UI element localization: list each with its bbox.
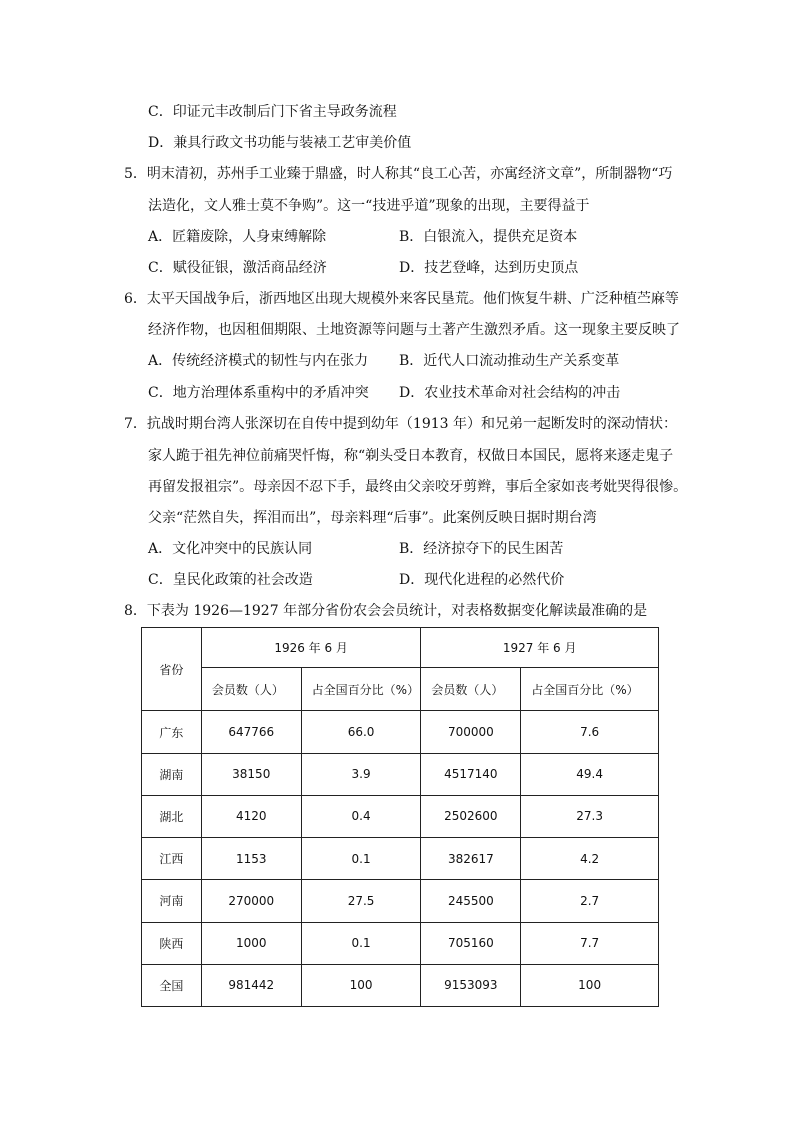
cell-percent-1927: 2.7 [521, 880, 659, 922]
header-members-1927: 会员数（人） [421, 668, 521, 711]
q7-stem-line-1: 7．抗战时期台湾人张深切在自传中提到幼年（1913 年）和兄弟一起断发时的深动情状： [124, 416, 677, 432]
header-year-1927: 1927 年 6 月 [421, 628, 659, 668]
cell-members-1927: 700000 [421, 711, 521, 753]
header-percent-1927: 占全国百分比（%） [521, 668, 659, 711]
table-row [142, 753, 659, 795]
cell-percent-1927: 7.6 [521, 711, 659, 753]
cell-percent-1927: 100 [521, 964, 659, 1006]
q7-option-c: C．皇民化政策的社会改造 [148, 572, 313, 588]
q7-option-a: A．文化冲突中的民族认同 [148, 541, 313, 557]
q6-stem-line-1: 6．太平天国战争后，浙西地区出现大规模外来客民垦荒。他们恢复牛耕、广泛种植苎麻等 [124, 291, 679, 307]
header-province: 省份 [142, 628, 202, 711]
cell-members-1927: 245500 [421, 880, 521, 922]
cell-percent-1926: 27.5 [301, 880, 421, 922]
cell-percent-1926: 0.1 [301, 922, 421, 964]
header-year-1926: 1926 年 6 月 [201, 628, 421, 668]
q5-option-a: A．匠籍废除，人身束缚解除 [148, 229, 327, 245]
cell-percent-1926: 3.9 [301, 753, 421, 795]
table-row [142, 880, 659, 922]
header-members-1926: 会员数（人） [201, 668, 301, 711]
q6-stem-line-2: 经济作物，也因租佃期限、土地资源等问题与土著产生激烈矛盾。这一现象主要反映了 [148, 322, 680, 338]
cell-province: 湖北 [142, 795, 202, 837]
cell-members-1926: 981442 [201, 964, 301, 1006]
q7-stem-line-2: 家人跪于祖先神位前痛哭忏悔，称“剃头受日本教育，权做日本国民，愿将来逐走鬼子 [148, 448, 674, 464]
q4-option-c: C．印证元丰改制后门下省主导政务流程 [148, 104, 397, 120]
q7-stem-line-4: 父亲“茫然自失，挥泪而出”，母亲料理“后事”。此案例反映日据时期台湾 [148, 510, 597, 526]
cell-percent-1926: 0.1 [301, 838, 421, 880]
cell-members-1926: 1000 [201, 922, 301, 964]
table-row [142, 964, 659, 1006]
q5-stem-line-2: 法造化，文人雅士莫不争购”。这一“技进乎道”现象的出现，主要得益于 [148, 198, 590, 214]
cell-members-1927: 705160 [421, 922, 521, 964]
cell-members-1926: 1153 [201, 838, 301, 880]
cell-province: 江西 [142, 838, 202, 880]
cell-province: 陕西 [142, 922, 202, 964]
membership-table [141, 627, 659, 1007]
cell-province: 河南 [142, 880, 202, 922]
cell-members-1927: 9153093 [421, 964, 521, 1006]
q4-option-d: D．兼具行政文书功能与装裱工艺审美价值 [148, 135, 412, 151]
cell-members-1927: 2502600 [421, 795, 521, 837]
cell-percent-1927: 27.3 [521, 795, 659, 837]
cell-percent-1927: 4.2 [521, 838, 659, 880]
cell-members-1927: 382617 [421, 838, 521, 880]
cell-province: 广东 [142, 711, 202, 753]
cell-members-1926: 38150 [201, 753, 301, 795]
q5-stem-line-1: 5．明末清初，苏州手工业臻于鼎盛，时人称其“良工心苦，亦寓经济文章”，所制器物“巧 [124, 166, 673, 182]
q6-option-b: B．近代人口流动推动生产关系变革 [399, 353, 620, 369]
table-row [142, 922, 659, 964]
cell-percent-1926: 100 [301, 964, 421, 1006]
cell-percent-1926: 0.4 [301, 795, 421, 837]
q5-option-c: C．赋役征银，激活商品经济 [148, 260, 327, 276]
cell-province: 湖南 [142, 753, 202, 795]
cell-members-1927: 4517140 [421, 753, 521, 795]
q7-stem-line-3: 再留发报祖宗”。母亲因不忍下手，最终由父亲咬牙剪辫，事后全家如丧考妣哭得很惨。 [148, 479, 688, 495]
table-row [142, 795, 659, 837]
header-percent-1926: 占全国百分比（%） [301, 668, 421, 711]
table-row [142, 838, 659, 880]
table-row [142, 711, 659, 753]
cell-percent-1927: 7.7 [521, 922, 659, 964]
q6-option-c: C．地方治理体系重构中的矛盾冲突 [148, 385, 369, 401]
q6-option-d: D．农业技术革命对社会结构的冲击 [399, 385, 621, 401]
cell-percent-1927: 49.4 [521, 753, 659, 795]
q7-option-d: D．现代化进程的必然代价 [399, 572, 565, 588]
cell-province: 全国 [142, 964, 202, 1006]
cell-members-1926: 270000 [201, 880, 301, 922]
q7-option-b: B．经济掠夺下的民生困苦 [399, 541, 564, 557]
cell-members-1926: 647766 [201, 711, 301, 753]
cell-percent-1926: 66.0 [301, 711, 421, 753]
cell-members-1926: 4120 [201, 795, 301, 837]
q8-stem: 8．下表为 1926—1927 年部分省份农会会员统计，对表格数据变化解读最准确的是 [124, 603, 648, 619]
q5-option-d: D．技艺登峰，达到历史顶点 [399, 260, 579, 276]
q5-option-b: B．白银流入，提供充足资本 [399, 229, 578, 245]
q6-option-a: A．传统经济模式的韧性与内在张力 [148, 353, 369, 369]
